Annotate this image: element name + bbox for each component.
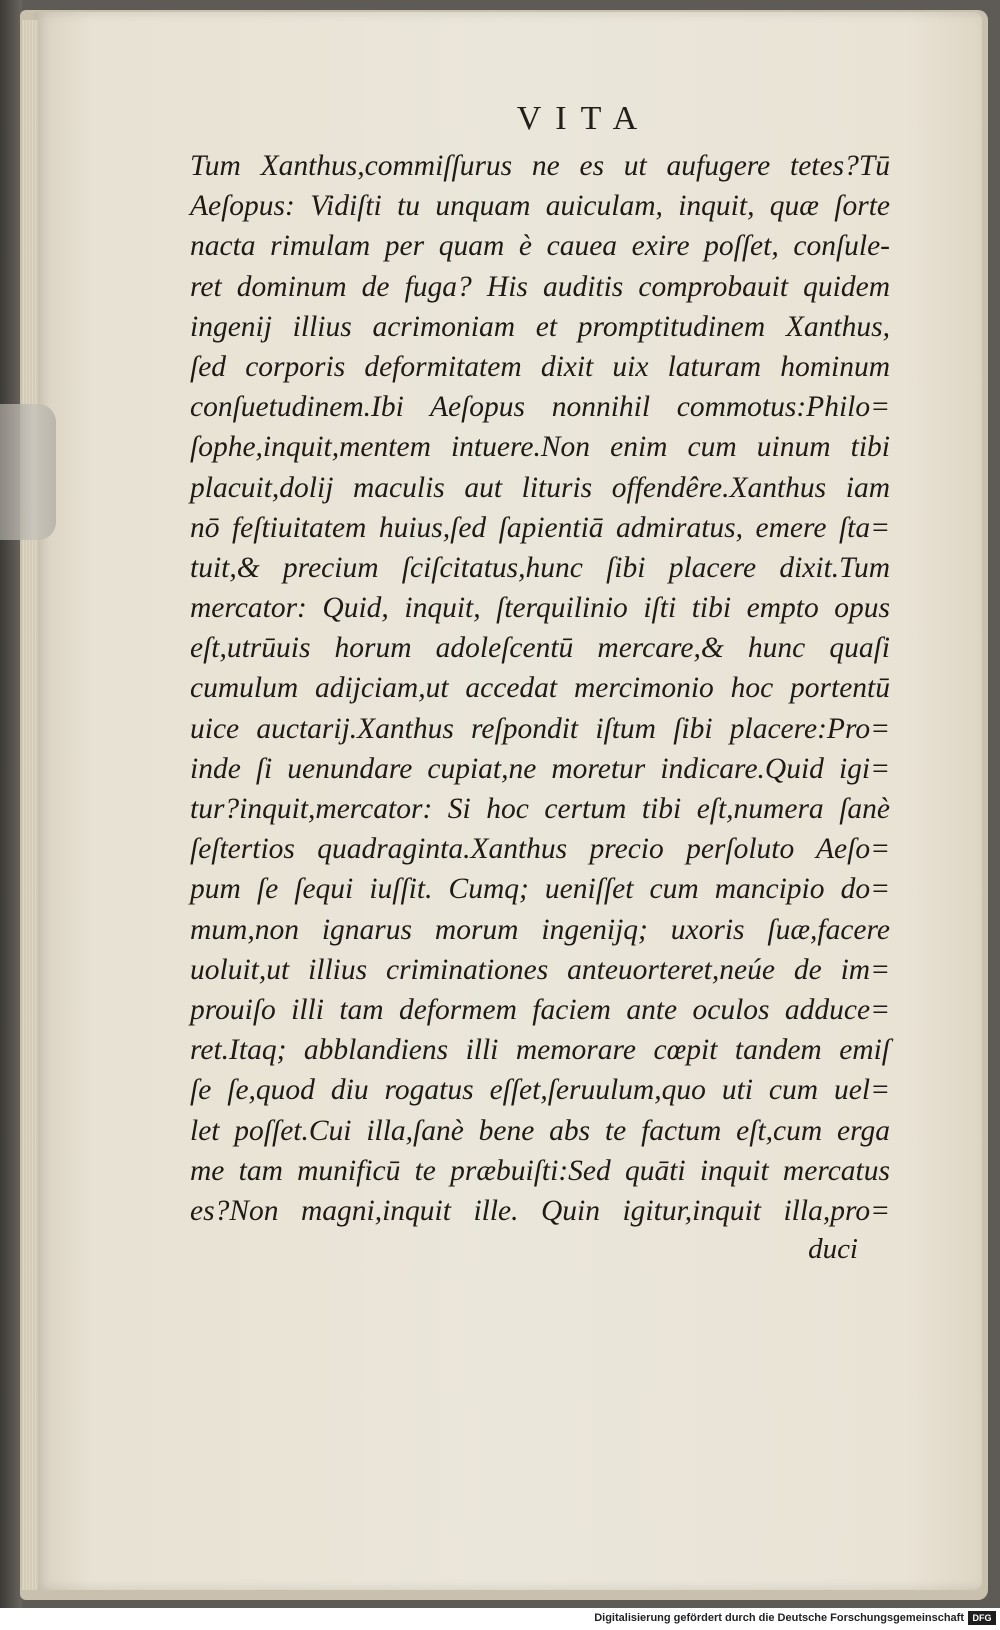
text-line: mercator: Quid, inquit, ſterquilinio iſti tibi empto opus xyxy=(190,592,890,625)
text-line: ingenij illius acrimoniam et promptitudinem Xanthus, xyxy=(190,310,890,343)
book-cover-edge xyxy=(0,0,22,1630)
text-line: let poſſet.Cui illa,ſanè bene abs te factum eſt,cum erga xyxy=(190,1114,890,1147)
text-line: nacta rimulam per quam è cauea exire poſſet, conſule- xyxy=(190,230,890,263)
catchword: duci xyxy=(808,1233,858,1266)
text-line: nō feſtiuitatem huius,ſed ſapientiā admiratus, emere ſta= xyxy=(190,511,890,544)
text-line: ſeſtertios quadraginta.Xanthus precio perſoluto Aeſo= xyxy=(190,833,890,866)
text-line: tuit,& precium ſciſcitatus,hunc ſibi placere dixit.Tum xyxy=(190,551,890,584)
page-edges xyxy=(22,20,38,1590)
text-line: Tum Xanthus,commiſſurus ne es ut aufugere tetes?Tū xyxy=(190,150,890,182)
digitization-credit: Digitalisierung gefördert durch die Deutsche Forschungsgemeinschaft xyxy=(594,1612,964,1624)
page-clip xyxy=(0,404,56,540)
text-line: cumulum adijciam,ut accedat mercimonio hoc portentū xyxy=(190,672,890,705)
text-line: ret.Itaq; abblandiens illi memorare cœpit tandem emiſ xyxy=(190,1034,890,1067)
text-line: Aeſopus: Vidiſti tu unquam auiculam, inquit, quæ ſorte xyxy=(190,190,890,223)
text-line: ret dominum de fuga? His auditis comprobauit quidem xyxy=(190,270,890,303)
text-line: conſuetudinem.Ibi Aeſopus nonnihil commotus:Philo= xyxy=(190,391,890,424)
text-line: tur?inquit,mercator: Si hoc certum tibi eſt,numera ſanè xyxy=(190,793,890,825)
text-line: pum ſe ſequi iuſſit. Cumq; ueniſſet cum mancipio do= xyxy=(190,873,890,906)
text-line: es?Non magni,inquit ille. Quin igitur,inquit illa,pro= xyxy=(190,1194,890,1227)
text-line: ſed corporis deformitatem dixit uix laturam hominum xyxy=(190,350,890,383)
text-line: ſophe,inquit,mentem intuere.Non enim cum uinum tibi xyxy=(190,431,890,464)
text-line: me tam munificū te præbuiſti:Sed quāti inquit mercatus xyxy=(190,1154,890,1187)
page-text-block xyxy=(190,100,890,1266)
text-line: uice auctarij.Xanthus reſpondit iſtum ſibi placere:Pro= xyxy=(190,712,890,745)
text-line: prouiſo illi tam deformem faciem ante oculos adduce= xyxy=(190,993,890,1026)
text-line: placuit,dolij maculis aut lituris offendêre.Xanthus iam xyxy=(190,471,890,504)
text-line: inde ſi uenundare cupiat,ne moretur indicare.Quid igi= xyxy=(190,752,890,785)
dfg-logo-icon: DFG xyxy=(968,1611,996,1625)
text-line: ſe ſe,quod diu rogatus eſſet,ſeruulum,quo uti cum uel= xyxy=(190,1074,890,1107)
text-line: mum,non ignarus morum ingenijq; uxoris ſuæ,facere xyxy=(190,913,890,946)
text-lines xyxy=(190,146,890,1231)
running-head: VITA xyxy=(516,100,652,137)
text-line: eſt,utrūuis horum adoleſcentū mercare,& hunc quaſi xyxy=(190,632,890,665)
text-line: uoluit,ut illius criminationes anteuorteret,neúe de im= xyxy=(190,953,890,986)
